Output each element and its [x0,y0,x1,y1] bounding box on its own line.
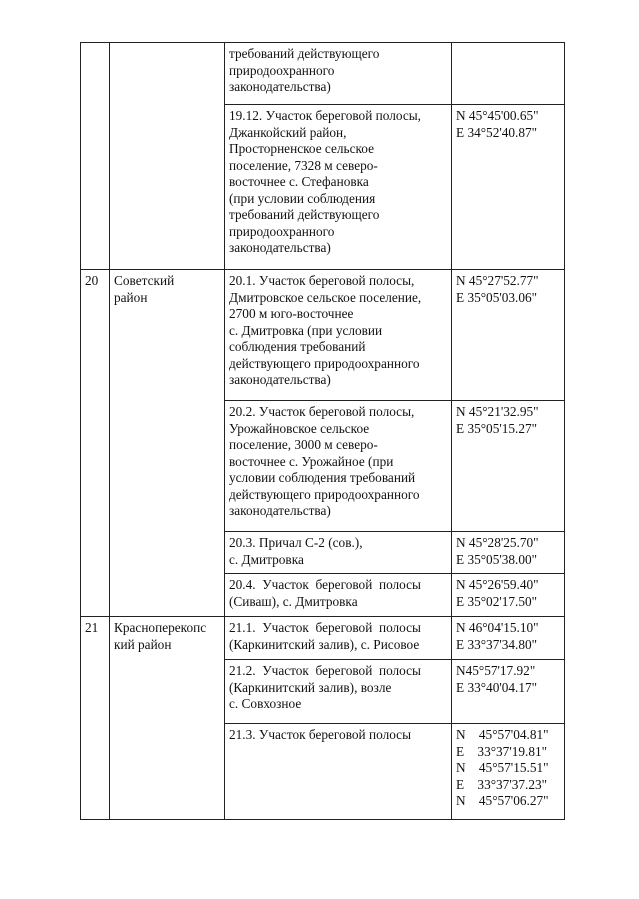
coordinates-text: N 46°04'15.10" E 33°37'34.80" [456,620,539,652]
description-cell [225,105,452,270]
coordinates-text: N 45°27'52.77" E 35°05'03.06" [456,273,539,305]
description-text: 19.12. Участок береговой полосы, Джанкойский район, Просторненское сельское поселение, 7328 м северо- восточнее с. Стефановка (при условии соблюдения требований действующего природоохранного законодательства) [229,108,421,255]
row-number [81,43,110,270]
description-text: 20.1. Участок береговой полосы, Дмитровское сельское поселение, 2700 м юго-восточнее с. Дмитровка (при условии соблюдения требований действующего природоохранного законодательства) [229,273,422,387]
row-number [81,270,110,617]
table-row [81,270,565,401]
table-row [81,43,565,105]
description-cell [225,617,452,660]
coordinates-text: N 45°26'59.40" E 35°02'17.50" [456,577,539,609]
row-number [81,617,110,820]
coordinates-cell [452,574,565,617]
description-text: 21.3. Участок береговой полосы [229,727,412,742]
district-cell [110,270,225,617]
coordinates-text: N45°57'17.92" E 33°40'04.17" [456,663,538,695]
coordinates-text: N 45°57'04.81" E 33°37'19.81" N 45°57'15.51" E 33°37'37.23" N 45°57'06.27" [456,727,549,808]
description-cell [225,532,452,574]
district-name: Красноперекопс кий район [114,620,207,652]
coordinates-cell [452,724,565,820]
coordinates-cell [452,660,565,724]
coordinates-cell [452,105,565,270]
coordinates-text: N 45°45'00.65" E 34°52'40.87" [456,108,539,140]
row-number-text: 21 [85,620,99,635]
description-text: 21.1. Участок береговой полосы (Каркинитский залив), с. Рисовое [229,620,421,652]
description-text: 20.3. Причал С-2 (сов.), с. Дмитровка [229,535,363,567]
description-text: 21.2. Участок береговой полосы (Каркинитский залив), возле с. Совхозное [229,663,421,711]
description-text: требований действующего природоохранного законодательства) [229,46,380,94]
coordinates-table [80,42,565,820]
description-cell [225,401,452,532]
table-row [81,617,565,660]
description-cell [225,574,452,617]
coordinates-cell [452,532,565,574]
coordinates-cell [452,270,565,401]
description-cell [225,724,452,820]
description-cell [225,270,452,401]
coordinates-cell [452,43,565,105]
coordinates-cell [452,617,565,660]
coordinates-text: N 45°28'25.70" E 35°05'38.00" [456,535,539,567]
description-cell [225,660,452,724]
description-text: 20.2. Участок береговой полосы, Урожайновское сельское поселение, 3000 м северо- восточнее с. Урожайное (при условии соблюдения требований действующего природоохранного законодательства) [229,404,420,518]
district-name: Советский район [114,273,175,305]
district-cell [110,617,225,820]
row-number-text: 20 [85,273,99,288]
coordinates-text: N 45°21'32.95" E 35°05'15.27" [456,404,539,436]
district-cell [110,43,225,270]
description-text: 20.4. Участок береговой полосы (Сиваш), с. Дмитровка [229,577,421,609]
description-cell [225,43,452,105]
coordinates-cell [452,401,565,532]
